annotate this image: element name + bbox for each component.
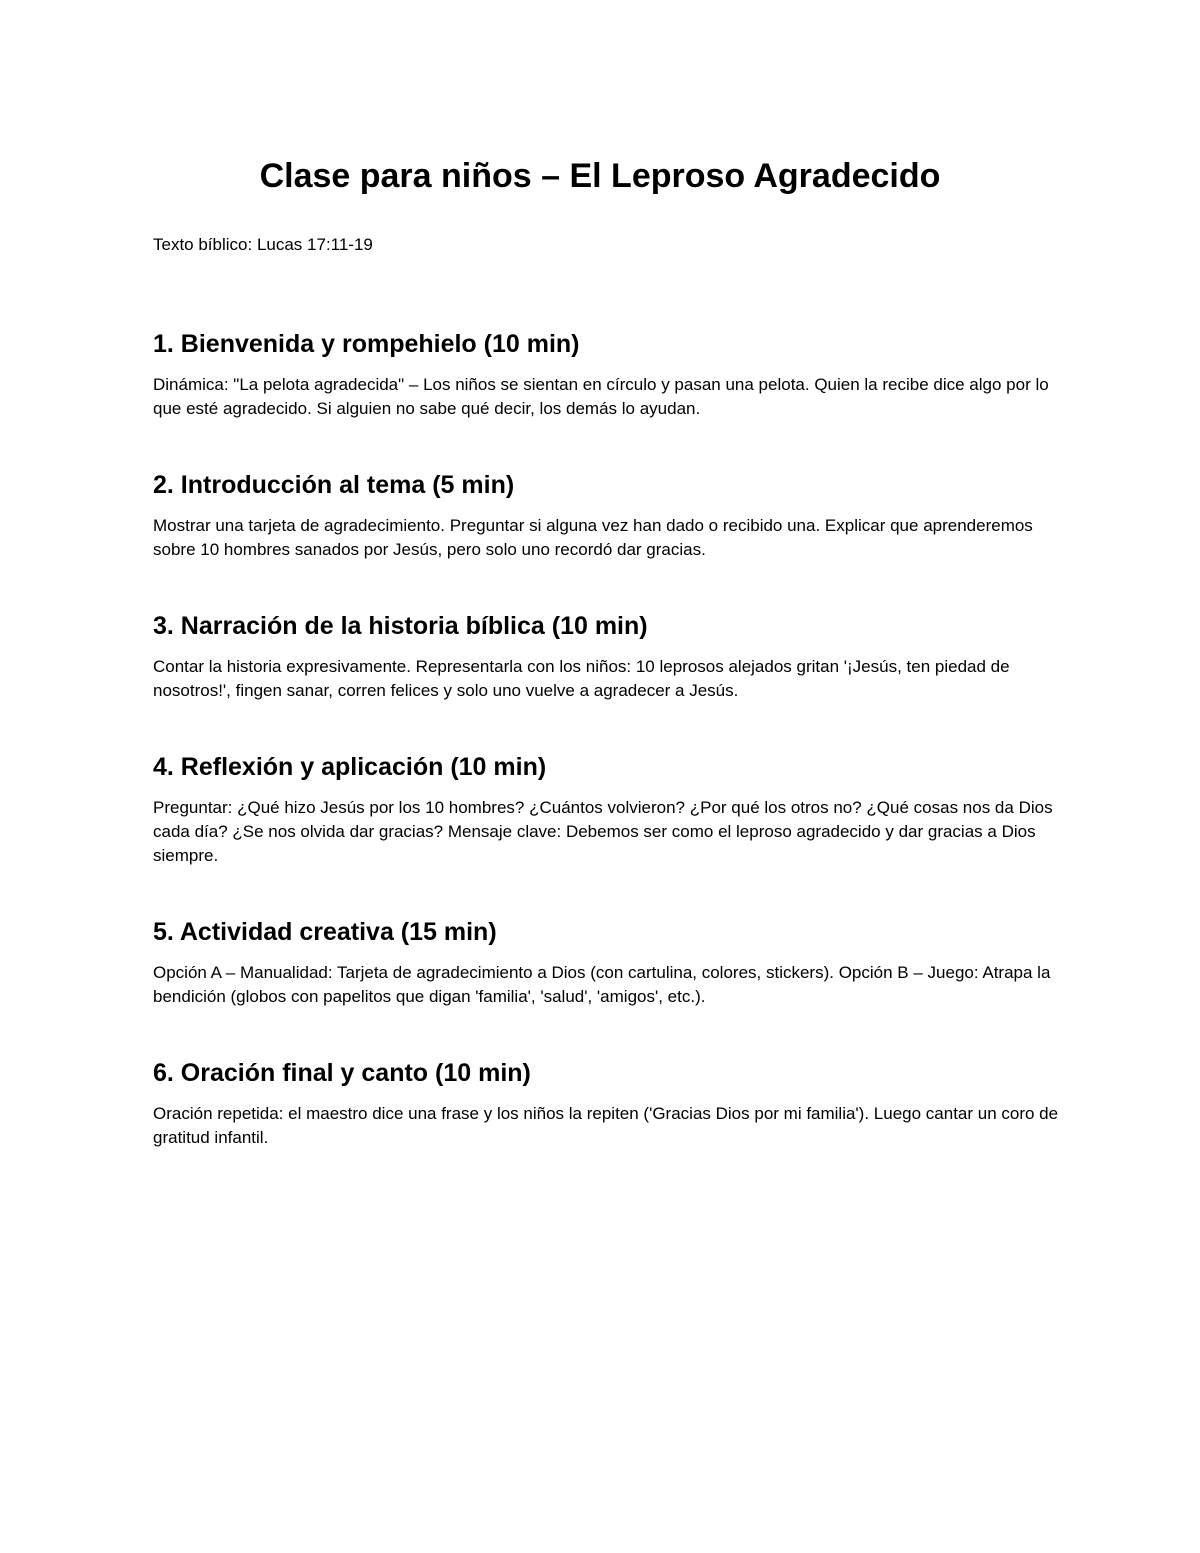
section-body: Mostrar una tarjeta de agradecimiento. Preguntar si alguna vez han dado o recibido una. Explicar que aprenderemos sobre 10 hombres sanados por Jesús, pero solo uno recordó dar gracias. <box>153 516 1033 559</box>
section-story <box>153 609 1063 703</box>
section-heading: 1. Bienvenida y rompehielo (10 min) <box>153 330 580 358</box>
page-title: Clase para niños – El Leproso Agradecido <box>259 157 941 195</box>
section-body: Oración repetida: el maestro dice una frase y los niños la repiten ('Gracias Dios por mi familia'). Luego cantar un coro de gratitud infantil. <box>153 1104 1059 1147</box>
section-body: Preguntar: ¿Qué hizo Jesús por los 10 hombres? ¿Cuántos volvieron? ¿Por qué los otros no? ¿Qué cosas nos da Dios cada día? ¿Se nos olvida dar gracias? Mensaje clave: Debemos ser como el leproso agradecido y dar gracias a Dios siempre. <box>153 798 1053 865</box>
section-introduction <box>153 468 1063 562</box>
section-body: Opción A – Manualidad: Tarjeta de agradecimiento a Dios (con cartulina, colores, stickers). Opción B – Juego: Atrapa la bendición (globos con papelitos que digan 'familia', 'salud', 'amigos', etc.). <box>153 963 1051 1006</box>
section-heading: 3. Narración de la historia bíblica (10 min) <box>153 612 648 640</box>
section-heading: 6. Oración final y canto (10 min) <box>153 1059 531 1087</box>
section-body: Contar la historia expresivamente. Representarla con los niños: 10 leprosos alejados gritan '¡Jesús, ten piedad de nosotros!', fingen sanar, corren felices y solo uno vuelve a agradecer a Jesús. <box>153 657 1010 700</box>
section-prayer <box>153 1056 1063 1150</box>
section-reflection <box>153 750 1063 868</box>
section-body: Dinámica: "La pelota agradecida" – Los niños se sientan en círculo y pasan una pelota. Quien la recibe dice algo por lo que esté agradecido. Si alguien no sabe qué decir, los demás lo ayudan. <box>153 375 1049 418</box>
section-heading: 5. Actividad creativa (15 min) <box>153 918 497 946</box>
section-heading: 4. Reflexión y aplicación (10 min) <box>153 753 547 781</box>
section-welcome <box>153 327 1063 421</box>
section-activity <box>153 915 1063 1009</box>
bible-reference: Texto bíblico: Lucas 17:11-19 <box>153 235 373 254</box>
section-heading: 2. Introducción al tema (5 min) <box>153 471 515 499</box>
